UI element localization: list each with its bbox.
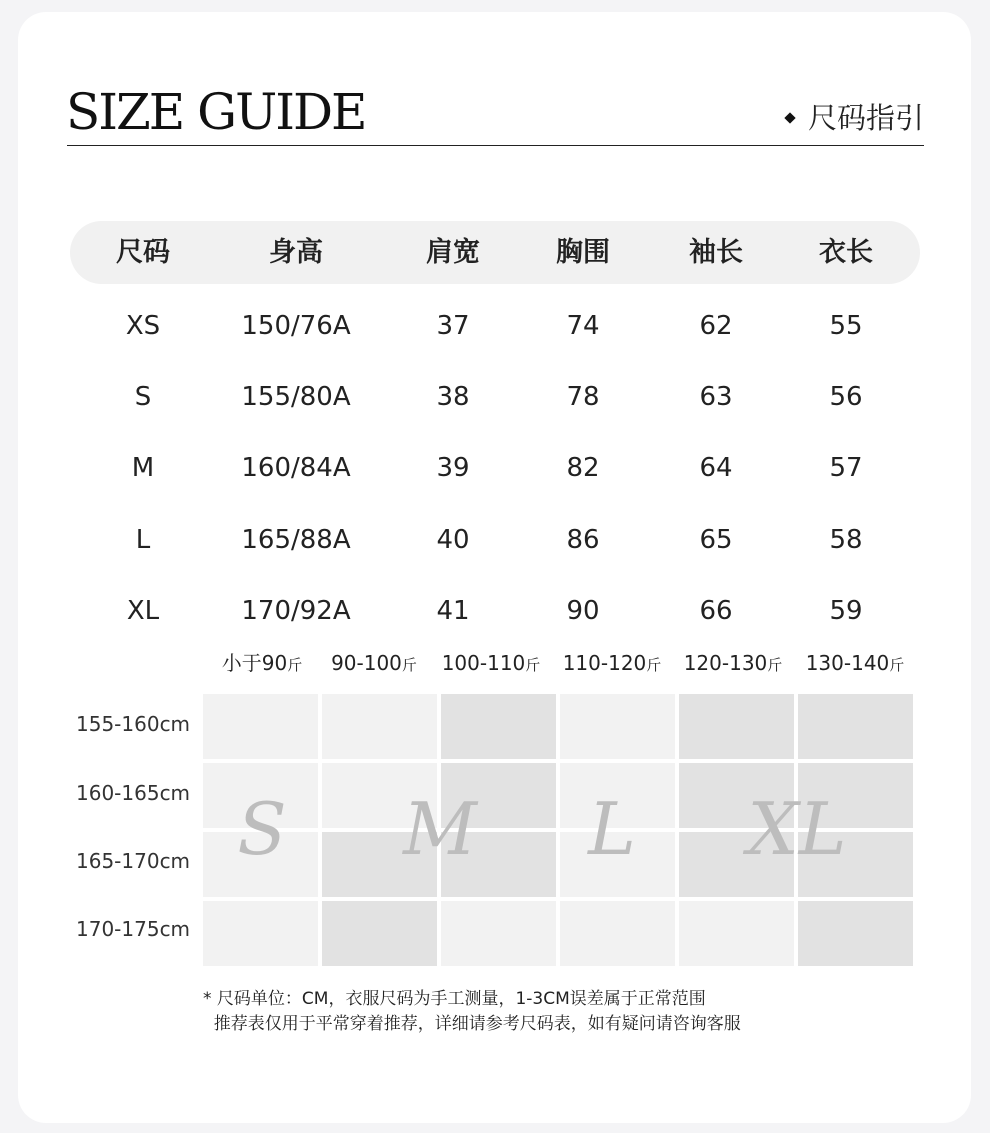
weight-unit: 斤 [646, 656, 662, 674]
table-cell: 90 [566, 596, 600, 626]
weight-value: 110-120 [562, 651, 647, 675]
grid-cell [441, 694, 556, 759]
table-cell: 41 [436, 596, 470, 626]
weight-unit: 斤 [401, 656, 417, 674]
table-cell: 58 [829, 525, 863, 555]
table-cell: 86 [566, 525, 600, 555]
weight-label [331, 648, 417, 680]
table-cell: 62 [699, 311, 733, 341]
table-cell: 64 [699, 453, 733, 483]
weight-unit: 斤 [525, 656, 541, 674]
grid-cell [322, 901, 437, 966]
page-title: SIZE GUIDE [66, 83, 366, 141]
table-cell: 74 [566, 311, 600, 341]
table-cell: 170/92A [241, 596, 351, 626]
table-cell: XS [125, 311, 161, 341]
grid-cell [203, 901, 318, 966]
table-cell: 59 [829, 596, 863, 626]
table-cell: 39 [436, 453, 470, 483]
height-label: 165-170cm [76, 849, 191, 873]
table-cell: 82 [566, 453, 600, 483]
diamond-icon [784, 112, 795, 123]
table-row [0, 448, 990, 488]
table-cell: 150/76A [241, 311, 351, 341]
weight-value: 90-100 [331, 651, 402, 675]
table-cell: XL [126, 596, 160, 626]
table-cell: 38 [436, 382, 470, 412]
table-cell: 63 [699, 382, 733, 412]
table-cell: 165/88A [241, 525, 351, 555]
column-header-height: 身高 [269, 237, 323, 268]
note-line: 推荐表仅用于平常穿着推荐，详细请参考尺码表，如有疑问请咨询客服 [203, 1014, 741, 1034]
column-header-length: 衣长 [819, 237, 873, 268]
grid-cell [560, 694, 675, 759]
column-header-shoulder: 肩宽 [426, 237, 480, 268]
table-cell: 55 [829, 311, 863, 341]
weight-label [222, 648, 302, 680]
table-cell: 66 [699, 596, 733, 626]
weight-value: 130-140 [805, 651, 890, 675]
weight-label [442, 648, 541, 680]
page-subtitle [786, 98, 924, 138]
size-mark-xl: XL [747, 787, 847, 871]
weight-label [563, 648, 662, 680]
height-label: 160-165cm [76, 781, 191, 805]
grid-cell [679, 901, 794, 966]
height-label: 155-160cm [76, 712, 191, 736]
size-mark-m: M [403, 787, 477, 871]
weight-label [684, 648, 783, 680]
weight-value: 100-110 [441, 651, 526, 675]
table-cell: 65 [699, 525, 733, 555]
grid-cell [560, 901, 675, 966]
note-line: * 尺码单位：CM，衣服尺码为手工测量，1-3CM误差属于正常范围 [203, 989, 706, 1009]
weight-unit: 斤 [767, 656, 783, 674]
height-label: 170-175cm [76, 917, 191, 941]
grid-cell [322, 694, 437, 759]
weight-unit: 斤 [287, 656, 303, 674]
weight-value: 120-130 [683, 651, 768, 675]
table-cell: S [134, 382, 152, 412]
table-cell: M [131, 453, 155, 483]
weight-unit: 斤 [889, 656, 905, 674]
table-cell: 155/80A [241, 382, 351, 412]
table-cell: 57 [829, 453, 863, 483]
column-header-chest: 胸围 [556, 237, 610, 268]
table-row [0, 591, 990, 631]
size-mark-s: S [237, 787, 287, 871]
grid-cell [441, 901, 556, 966]
table-cell: 78 [566, 382, 600, 412]
table-row [0, 377, 990, 417]
table-cell: 160/84A [241, 453, 351, 483]
size-table-header [70, 221, 920, 284]
size-mark-l: L [588, 787, 636, 871]
column-header-size: 尺码 [116, 237, 170, 268]
grid-cell [679, 694, 794, 759]
grid-cell [203, 694, 318, 759]
weight-value: 小于90 [221, 651, 288, 675]
table-row [0, 520, 990, 560]
table-row [0, 306, 990, 346]
column-header-sleeve: 袖长 [689, 237, 743, 268]
table-cell: L [135, 525, 151, 555]
subtitle-text: 尺码指引 [807, 101, 924, 135]
weight-label [806, 648, 905, 680]
table-cell: 40 [436, 525, 470, 555]
table-cell: 56 [829, 382, 863, 412]
table-cell: 37 [436, 311, 470, 341]
title-divider [67, 145, 924, 146]
grid-cell [798, 694, 913, 759]
grid-cell [798, 901, 913, 966]
